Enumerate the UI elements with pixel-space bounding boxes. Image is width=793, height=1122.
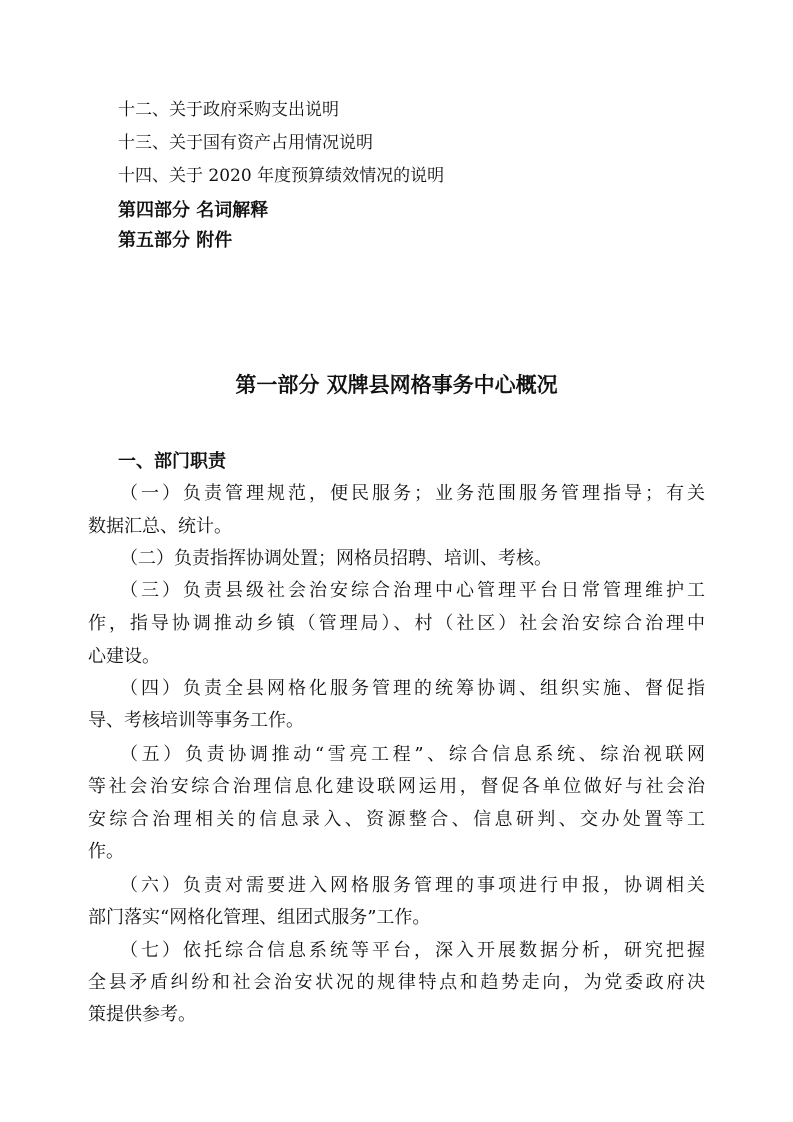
body-line: 等社会治安综合治理信息化建设联网运用，督促各单位做好与社会治: [88, 776, 705, 797]
body-line: （二）负责指挥协调处置；网格员招聘、培训、考核。: [120, 548, 552, 569]
toc-item: 十三、关于国有资产占用情况说明: [118, 133, 373, 153]
body-line: 导、考核培训等事务工作。: [88, 710, 304, 731]
body-line: 部门落实“网格化管理、组团式服务”工作。: [88, 907, 431, 928]
section-heading: 一、部门职责: [118, 451, 226, 472]
body-line: 安综合治理相关的信息录入、资源整合、信息研判、交办处置等工: [88, 809, 705, 830]
body-line: 作，指导协调推动乡镇（管理局）、村（社区）社会治安综合治理中: [88, 613, 705, 634]
body-line: （七）依托综合信息系统等平台，深入开展数据分析，研究把握: [120, 940, 705, 961]
section-title: 第一部分 双牌县网格事务中心概况: [235, 373, 558, 397]
body-line: 心建设。: [88, 646, 160, 667]
body-line: 数据汇总、统计。: [88, 516, 232, 537]
body-line: （五）负责协调推动“雪亮工程”、综合信息系统、综治视联网: [120, 744, 705, 765]
body-line: 作。: [88, 841, 124, 862]
toc-part-5: 第五部分 附件: [118, 230, 233, 251]
body-line: （六）负责对需要进入网格服务管理的事项进行申报，协调相关: [120, 875, 705, 896]
body-line: （三）负责县级社会治安综合治理中心管理平台日常管理维护工: [120, 580, 705, 601]
body-line: 全县矛盾纠纷和社会治安状况的规律特点和趋势走向，为党委政府决: [88, 972, 705, 993]
body-line: 策提供参考。: [88, 1004, 196, 1025]
body-line: （四）负责全县网格化服务管理的统筹协调、组织实施、督促指: [120, 678, 705, 699]
toc-item: 十四、关于 2020 年度预算绩效情况的说明: [118, 166, 445, 186]
body-line: （一）负责管理规范，便民服务；业务范围服务管理指导；有关: [120, 483, 705, 504]
toc-part-4: 第四部分 名词解释: [118, 200, 269, 221]
toc-item: 十二、关于政府采购支出说明: [118, 100, 339, 120]
